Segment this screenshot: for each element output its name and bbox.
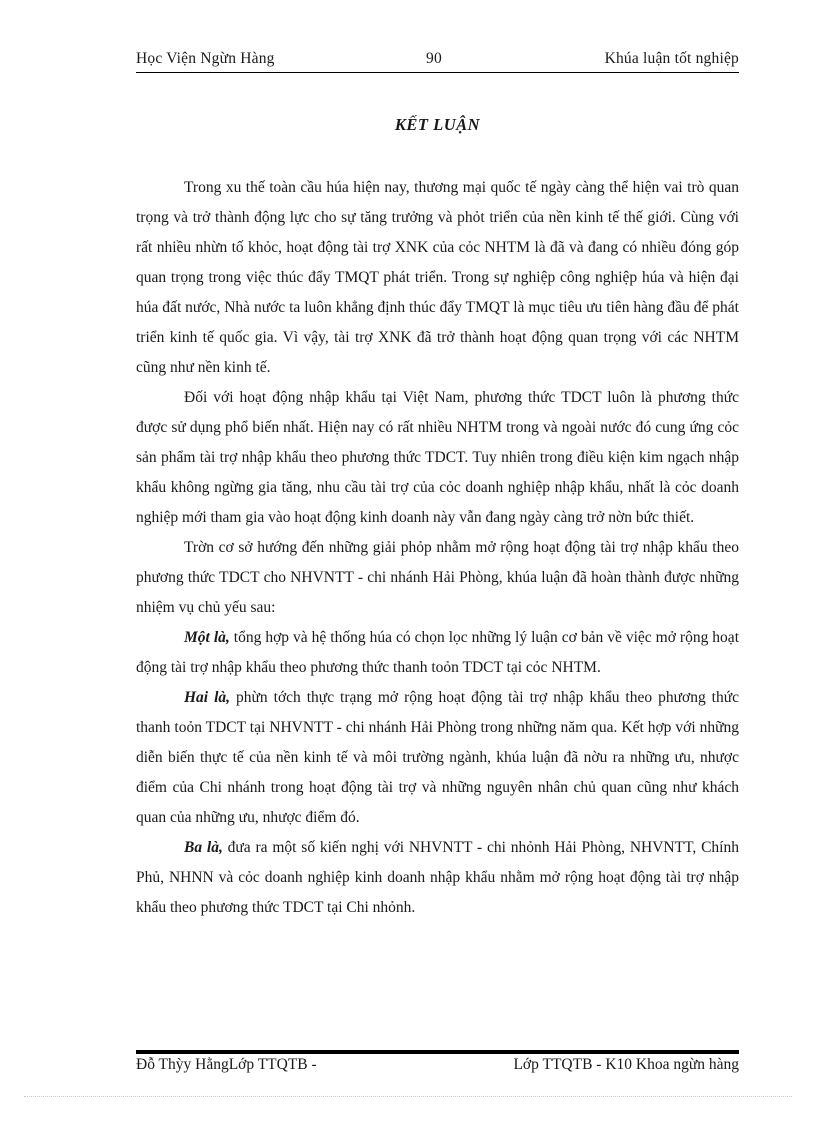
item-lead: Một là, — [184, 629, 230, 646]
header-institution: Học Viện Ngừn Hàng — [136, 50, 275, 67]
item-text: tổng hợp và hệ thống húa có chọn lọc những lý luận cơ bản về việc mở rộng hoạt động tài trợ nhập khẩu theo phương thức thanh toỏn TDCT tại cỏc NHTM. — [136, 629, 739, 676]
item-text: phừn tớch thực trạng mở rộng hoạt động tài trợ nhập khẩu theo phương thức thanh toỏn TDCT tại NHVNTT - chi nhánh Hải Phòng trong những năm qua. Kết hợp với những diễn biến thực tế của nền kinh tế và môi trường ngành, khúa luận đã nờu ra những ưu, nhược điểm của Chi nhánh trong hoạt động tài trợ và những nguyên nhân chủ quan cũng như khách quan của những ưu, nhược điểm đó. — [136, 689, 740, 826]
page-edge — [24, 1096, 792, 1097]
footer-rule — [136, 1050, 739, 1054]
footer-class: Lớp TTQTB - K10 Khoa ngừn hàng — [513, 1056, 739, 1073]
list-item — [136, 623, 739, 683]
list-item — [136, 833, 739, 923]
page-footer — [136, 1056, 739, 1078]
footer-author: Đỗ Thỳy HằngLớp TTQTB - — [136, 1056, 317, 1073]
item-lead: Hai là, — [184, 689, 231, 706]
paragraph: Đối với hoạt động nhập khẩu tại Việt Nam, phương thức TDCT luôn là phương thức được sử dụng phổ biến nhất. Hiện nay có rất nhiều NHTM trong và ngoài nước đó cung ứng cỏc sản phẩm tài trợ nhập khẩu theo phương thức TDCT. Tuy nhiên trong điều kiện kim ngạch nhập khẩu không ngừng gia tăng, nhu cầu tài trợ của cỏc doanh nghiệp nhập khẩu, nhất là cỏc doanh nghiệp mới tham gia vào hoạt động kinh doanh này vẫn đang ngày càng trở nờn bức thiết. — [136, 389, 739, 526]
section-title: KẾT LUẬN — [394, 115, 481, 134]
page-header — [136, 50, 739, 72]
paragraph: Trờn cơ sở hướng đến những giải phỏp nhằm mở rộng hoạt động tài trợ nhập khẩu theo phương thức TDCT cho NHVNTT - chi nhánh Hải Phòng, khúa luận đã hoàn thành được những nhiệm vụ chủ yếu sau: — [136, 539, 739, 616]
list-item — [136, 683, 739, 833]
item-lead: Ba là, — [184, 839, 223, 856]
header-rule — [136, 72, 739, 73]
body-text — [136, 173, 739, 923]
item-text: đưa ra một số kiến nghị với NHVNTT - chi nhỏnh Hải Phòng, NHVNTT, Chính Phủ, NHNN và cỏc doanh nghiệp kinh doanh nhập khẩu nhằm mở rộng hoạt động tài trợ nhập khẩu theo phương thức TDCT tại Chi nhỏnh. — [136, 839, 739, 916]
paragraph: Trong xu thế toàn cầu húa hiện nay, thương mại quốc tế ngày càng thể hiện vai trò quan trọng và trở thành động lực cho sự tăng trưởng và phỏt triển của nền kinh tế thế giới. Cùng với rất nhiều nhừn tố khỏc, hoạt động tài trợ XNK của cỏc NHTM là đã và đang có nhiều đóng góp quan trọng trong việc thúc đẩy TMQT phát triển. Trong sự nghiệp công nghiệp húa và hiện đại húa đất nước, Nhà nước ta luôn khẳng định thúc đẩy TMQT là mục tiêu ưu tiên hàng đầu để phát triển kinh tế quốc gia. Vì vậy, tài trợ XNK đã trở thành hoạt động quan trọng với các NHTM cũng như nền kinh tế. — [136, 179, 739, 376]
header-document-type: Khúa luận tốt nghiệp — [604, 50, 739, 67]
page-number: 90 — [426, 50, 442, 67]
